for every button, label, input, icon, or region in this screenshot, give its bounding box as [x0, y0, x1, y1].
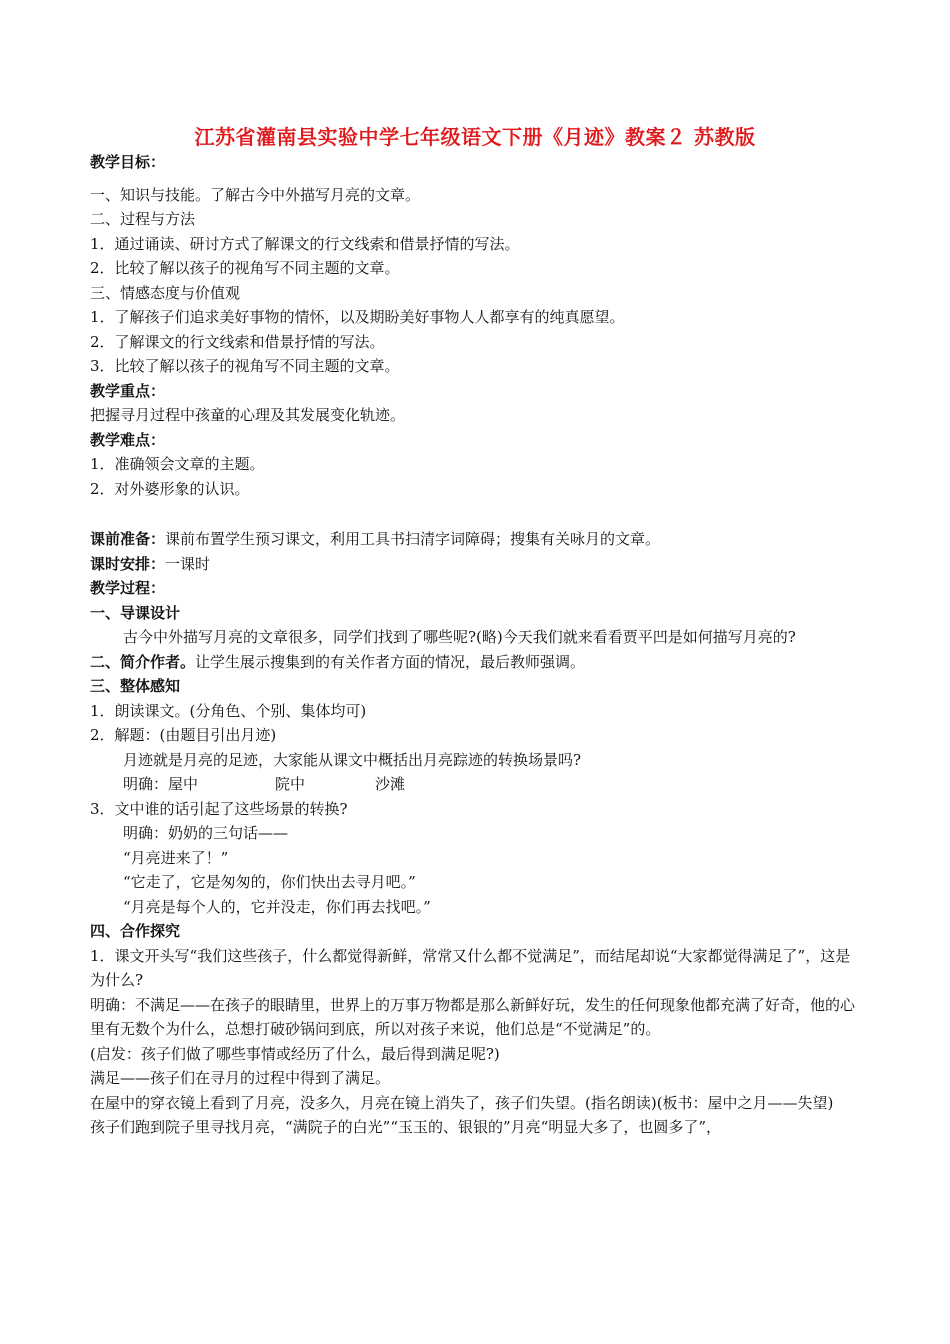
explore-paragraph: 满足——孩子们在寻月的过程中得到了满足。 — [90, 1069, 391, 1087]
explore-paragraph: 1．课文开头写“我们这些孩子，什么都觉得新鲜，常常又什么都不觉满足”，而结尾却说“大家都觉得满足了”，这是为什么? — [90, 946, 851, 989]
document-title: 江苏省灌南县实验中学七年级语文下册《月迹》教案２ 苏教版 — [194, 125, 756, 149]
goal-line: 1．通过诵读、研讨方式了解课文的行文线索和借景抒情的写法。 — [90, 234, 520, 253]
grandma-quote-2: “它走了，它是匆匆的，你们快出去寻月吧。” — [123, 873, 416, 891]
key-points-text: 把握寻月过程中孩童的心理及其发展变化轨迹。 — [90, 406, 406, 424]
goal-line: 一、知识与技能。了解古今中外描写月亮的文章。 — [90, 185, 421, 204]
intro-heading: 一、导课设计 — [90, 603, 181, 622]
overall-item-2: 2．解题：(由题目引出月迹) — [90, 726, 277, 744]
preparation-label: 课前准备： — [90, 530, 166, 548]
grandma-quote-3: “月亮是每个人的，它并没走，你们再去找吧。” — [123, 897, 431, 916]
schedule-text: 一课时 — [165, 554, 211, 573]
goal-line: 2．了解课文的行文线索和借景抒情的写法。 — [90, 332, 385, 351]
explore-paragraph: 孩子们跑到院子里寻找月亮，“满院子的白光”“玉玉的、银银的”月亮“明显大多了，也圆多了”， — [90, 1118, 722, 1136]
overall-heading: 三、整体感知 — [90, 677, 181, 695]
overall-item-2-question: 月迹就是月亮的足迹，大家能从课文中概括出月亮踪迹的转换场景吗? — [123, 750, 582, 769]
goal-line: 三、情感态度与价值观 — [90, 283, 241, 302]
overall-item-1: 1．朗读课文。(分角色、个别、集体均可) — [90, 701, 367, 720]
explore-heading: 四、合作探究 — [90, 922, 181, 940]
preparation-text: 课前布置学生预习课文，利用工具书扫清字词障碍；搜集有关咏月的文章。 — [165, 530, 661, 548]
goals-list — [90, 183, 865, 379]
schedule-row — [90, 552, 865, 577]
overall-item-3: 3．文中谁的话引起了这些场景的转换? — [90, 799, 348, 818]
overall-item-2-answer — [90, 772, 865, 797]
goal-line: 二、过程与方法 — [90, 210, 196, 228]
explore-paragraph: 在屋中的穿衣镜上看到了月亮，没多久，月亮在镜上消失了，孩子们失望。(指名朗读)(板书：屋中之月——失望) — [90, 1093, 834, 1112]
author-text: 让学生展示搜集到的有关作者方面的情况，最后教师强调。 — [195, 652, 586, 671]
schedule-label: 课时安排： — [90, 554, 166, 573]
goal-line: 2．比较了解以孩子的视角写不同主题的文章。 — [90, 259, 400, 277]
goal-line: 1．了解孩子们追求美好事物的情怀，以及期盼美好事物人人都享有的纯真愿望。 — [90, 308, 625, 326]
difficulty-line: 1．准确领会文章的主题。 — [90, 455, 265, 473]
goals-heading: 教学目标： — [90, 153, 166, 171]
answer-scene-3: 沙滩 — [375, 775, 406, 793]
intro-text: 古今中外描写月亮的文章很多，同学们找到了哪些呢?(略)今天我们就来看看贾平凹是如何描写月亮的? — [123, 628, 796, 646]
preparation-row — [90, 527, 865, 552]
process-heading: 教学过程： — [90, 579, 166, 597]
answer-scene-1: 明确：屋中 — [123, 775, 199, 793]
author-row — [90, 650, 865, 675]
explore-paragraph: 明确：不满足——在孩子的眼睛里，世界上的万事万物都是那么新鲜好玩，发生的任何现象他都充满了好奇，他的心里有无数个为什么，总想打破砂锅问到底，所以对孩子来说，他们总是“不觉满足”的。 — [90, 995, 856, 1038]
difficulties-heading: 教学难点： — [90, 430, 166, 449]
overall-item-3-answer: 明确：奶奶的三句话—— — [123, 824, 289, 842]
difficulty-line: 2．对外婆形象的认识。 — [90, 479, 250, 498]
goal-line: 3．比较了解以孩子的视角写不同主题的文章。 — [90, 357, 400, 375]
author-label: 二、简介作者。 — [90, 652, 196, 671]
key-points-heading: 教学重点： — [90, 381, 166, 400]
grandma-quote-1: “月亮进来了！” — [123, 848, 229, 867]
answer-scene-2: 院中 — [275, 775, 306, 793]
explore-paragraph: (启发：孩子们做了哪些事情或经历了什么，最后得到满足呢?) — [90, 1044, 500, 1063]
document-body — [90, 150, 865, 1140]
